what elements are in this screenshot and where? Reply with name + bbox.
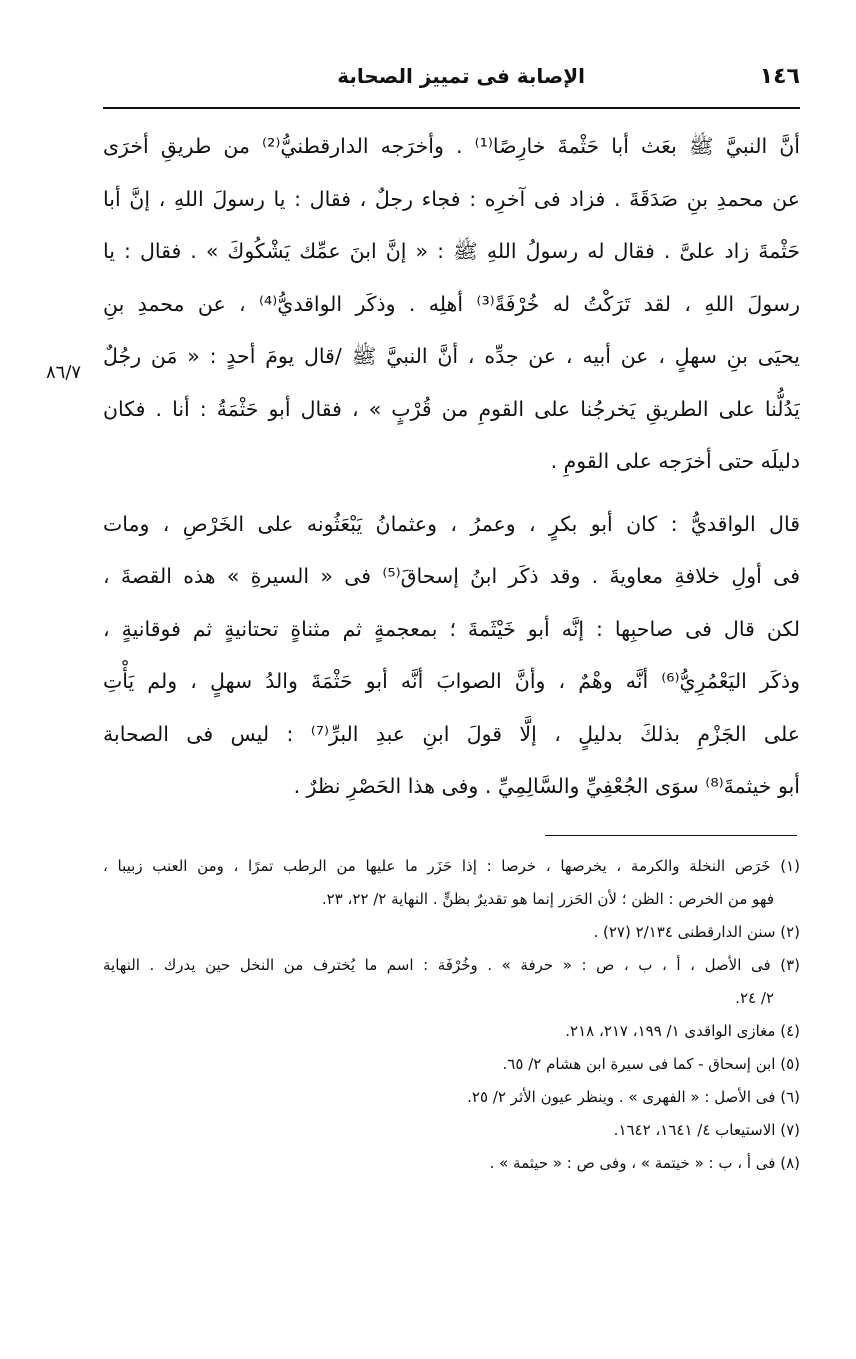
footnote-3-continued: ٢/ ٢٤. (735, 989, 774, 1007)
text-line: عن محمدِ بنِ صَدَقَةَ . فزاد فى آخرِه : فجاء رجلٌ ، فقال : يا رسولَ اللهِ ، إنَّ أبا (103, 186, 800, 211)
margin-reference: ٨٦/٧ (46, 362, 82, 383)
footnote-4: (٤) مغازى الواقدى ١/ ١٩٩، ٢١٧، ٢١٨. (565, 1022, 800, 1040)
text-line: رسولَ اللهِ ، لقد تَرَكْتُ له خُرْفَةً⁽³⁾ أهلِه . وذكَر الواقديُّ⁽⁴⁾ ، عن محمدِ بنِ (103, 291, 800, 316)
text-line: حَثْمةَ زاد علىَّ . فقال له رسولُ اللهِ ﷺ : « إنَّ ابنَ عمِّك يَشْكُوكَ » . فقال : يا (103, 239, 800, 263)
footnote-1: (١) خَرَص النخلة والكرمة ، يخرصها ، خرصا : إذا حَزَر ما عليها من الرطب تمرًا ، ومن العنب زبيبا ، (103, 857, 800, 875)
text-line: قال الواقديُّ : كان أبو بكرٍ ، وعمرُ ، وعثمانُ يَبْعَثُونه على الخَرْصِ ، ومات (103, 511, 800, 536)
footnote-2: (٢) سنن الدارقطنى ٢/١٣٤ (٢٧) . (593, 923, 800, 941)
text-line: دليلَه حتى أخرَجه على القومِ . (550, 449, 800, 473)
footnote-separator (545, 835, 797, 836)
footnote-5: (٥) ابن إسحاق - كما فى سيرة ابن هشام ٢/ ٦٥. (502, 1055, 800, 1073)
footnote-7: (٧) الاستيعاب ٤/ ١٦٤١، ١٦٤٢. (613, 1121, 800, 1139)
text-line: أبو خيثمةَ⁽⁸⁾ سوَى الجُعْفِيِّ والسَّالِمِيِّ . وفى هذا الحَصْرِ نظرٌ . (293, 774, 800, 798)
page-number: ١٤٦ (759, 64, 800, 89)
header-rule (103, 107, 800, 109)
text-line: يَدُلُّنا على الطريقِ يَخرجُنا على القومِ من قُرْبٍ » ، فقال أبو حَثْمَةُ : أنا . فكان (103, 396, 800, 421)
footnote-1-continued: فهو من الخرص : الظن ؛ لأن الحَزر إنما هو تقديرٌ بظنٍّ . النهاية ٢/ ٢٢، ٢٣. (321, 890, 774, 908)
footnote-8: (٨) فى أ ، ب : « خيتمة » ، وفى ص : « حيثمة » . (489, 1154, 800, 1172)
text-line: لكن قال فى صاحبِها : إنَّه أبو خَيْثَمةَ ؛ بمعجمةٍ ثم مثناةٍ تحتانيةٍ ثم فوقانيةٍ ، (103, 616, 800, 641)
footnote-6: (٦) فى الأصل : « الفهرى » . وينظر عيون الأثر ٢/ ٢٥. (467, 1088, 800, 1106)
text-line: يحيَى بنِ سهلٍ ، عن أبيه ، عن جدِّه ، أنَّ النبيَّ ﷺ /قال يومَ أحدٍ : « مَن رجُلٌ (103, 344, 800, 368)
running-title: الإصابة فى تمييز الصحابة (337, 64, 585, 88)
paragraph-gap (103, 488, 800, 498)
text-line: فى أولِ خلافةِ معاويةَ . وقد ذكَر ابنُ إسحاقَ⁽⁵⁾ فى « السيرةِ » هذه القصةَ ، (103, 564, 800, 588)
footnotes (103, 850, 800, 1180)
main-text (103, 120, 800, 813)
running-header (103, 58, 800, 98)
text-line: على الجَزْمِ بذلكَ بدليلٍ ، إلَّا قولَ ابنِ عبدِ البرِّ⁽⁷⁾ : ليس فى الصحابة (103, 721, 800, 746)
text-line: أنَّ النبيَّ ﷺ بعَث أبا حَثْمةَ خارِصًا⁽¹⁾ . وأخرَجه الدارقطنيُّ⁽²⁾ من طريقِ أخرَى (103, 134, 800, 158)
text-line: وذكَر اليَعْمُرِيُّ⁽⁶⁾ أنَّه وهْمٌ ، وأنَّ الصوابَ أنَّه أبو حَثْمَةَ والدُ سهلٍ ، ولم يَأْتِ (103, 669, 800, 693)
footnote-3: (٣) فى الأصل ، أ ، ب ، ص : « حرفة » . وخُرْفَة : اسم ما يُخترف من النخل حين يدرك . النهاية (103, 956, 800, 974)
